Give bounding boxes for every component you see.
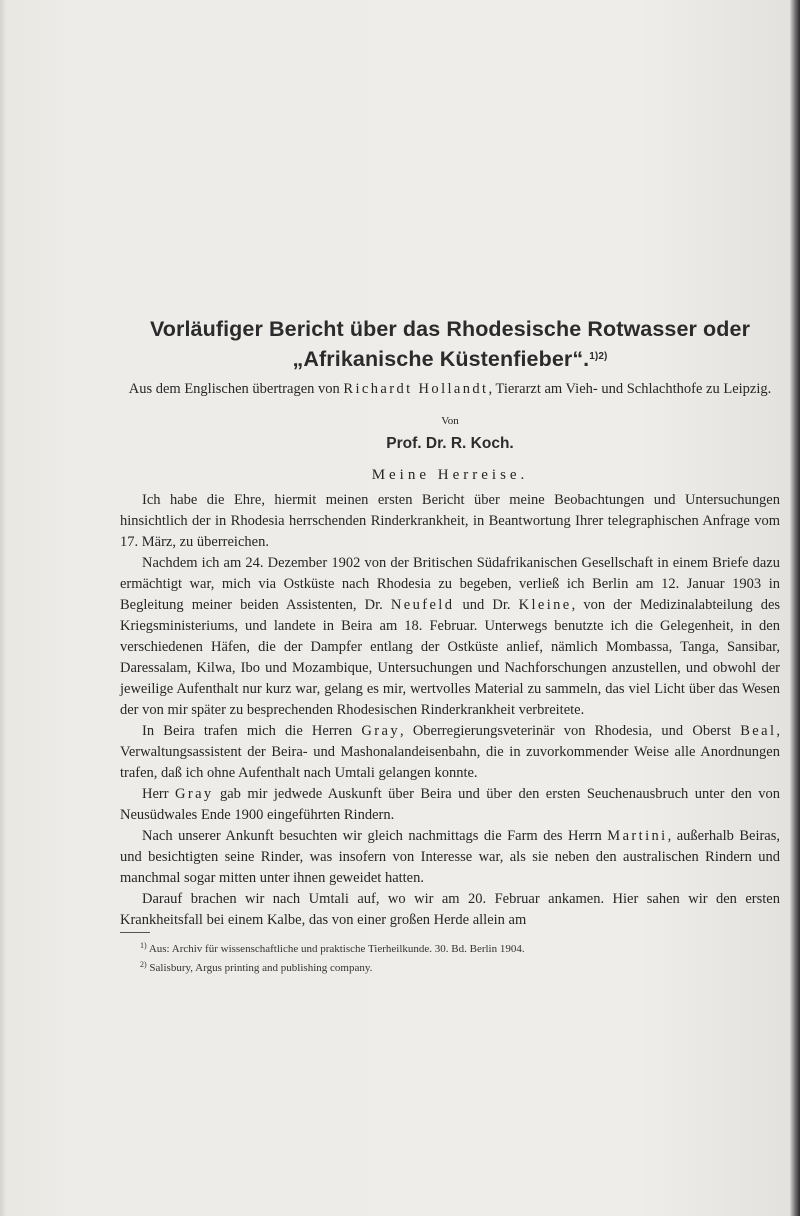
footnote (140, 957, 780, 976)
person-name: Martini (607, 828, 668, 844)
paragraph: Darauf brachen wir nach Umtali auf, wo wir am 20. Februar ankamen. Hier sahen wir den ersten Krankheitsfall bei einem Kalbe, das von einer großen Herde allein am (120, 891, 780, 928)
paragraph (120, 826, 780, 889)
translation-note-post: , Tierarzt am Vieh- und Schlachthofe zu Leipzig. (488, 381, 772, 397)
title-line-2: „Afrikanische Küstenfieber“. (292, 347, 590, 371)
paragraph-text: und Dr. (462, 597, 511, 613)
paragraph (120, 784, 780, 826)
title-footnote-marks: 1)2) (589, 351, 608, 362)
footnote-text: Salisbury, Argus printing and publishing company. (149, 962, 373, 974)
page-edge-shadow (790, 0, 800, 1216)
paragraph (120, 721, 780, 784)
author-name: Prof. Dr. R. Koch. (386, 435, 514, 452)
footnote-text: Aus: Archiv für wissenschaftliche und praktische Tierheilkunde. 30. Bd. Berlin 1904. (148, 943, 525, 955)
paragraph-text: Nachdem ich am 24. Dezember 1902 von der Britischen Südafrikanischen Gesellschaft in einem Briefe dazu ermächtigt war, mich via Ostküste nach Rhodesia zu begeben, verließ ich Berlin am 12. Januar 1903 in Begleitung meiner beiden Assistenten, Dr. (120, 555, 780, 613)
article-title (120, 316, 780, 373)
footnote-mark: 1) (140, 941, 147, 950)
paragraph (120, 553, 780, 721)
paragraph-text: , Verwaltungsassistent der Beira- und Mashonalandeisenbahn, die in zuvorkommender Weise alle Anordnungen trafen, daß ich ohne Aufenthalt nach Umtali gelangen konnte. (120, 723, 781, 781)
translator-name: Richardt Hollandt (343, 381, 489, 397)
person-name: Gray (361, 723, 400, 739)
translation-note-pre: Aus dem Englischen übertragen von (128, 381, 340, 397)
paragraph-text: Nach unserer Ankunft besuchten wir gleich nachmittags die Farm des Herrn (142, 828, 602, 844)
article (120, 316, 780, 976)
person-name: Beal (740, 723, 777, 739)
title-line-1: Vorläufiger Bericht über das Rhodesische Rotwasser oder (149, 317, 751, 341)
paragraph-text: , außerhalb Beiras, und besichtigten seine Rinder, was insofern von Interesse war, als sie neben den australischen Rindern und manchmal sogar mitten unter ihnen geweidet hatten. (120, 828, 781, 886)
translation-note (120, 379, 780, 400)
page-left-shadow (0, 0, 6, 1216)
section-heading: Meine Herreise. (371, 467, 529, 483)
footnote-divider (120, 932, 150, 933)
paragraph-text: Herr (142, 786, 169, 802)
person-name: Neufeld (390, 597, 455, 613)
paragraph: Ich habe die Ehre, hiermit meinen ersten Bericht über meine Beobachtungen und Untersuchungen hinsichtlich der in Rhodesia herrschenden Rinderkrankheit, in Beantwortung Ihrer telegraphischen Anfrage vom 17. März, zu überreichen. (120, 492, 780, 550)
paragraph-text: , Oberregierungsveterinär von Rhodesia, und Oberst (400, 723, 732, 739)
byline-von: Von (441, 415, 459, 427)
footnote-mark: 2) (140, 960, 147, 969)
paragraph-text: , von der Medizinalabteilung des Kriegsministeriums, und landete in Beira am 18. Februar. Unterwegs benutzte ich die Gelegenheit, in den verschiedenen Häfen, die der Dampfer entlang der Ostküste anlief, nämlich Mombassa, Tanga, Sansibar, Daressalam, Kilwa, Ibo und Mozambique, Untersuchungen und Nachforschungen anzustellen, und obwohl der jeweilige Aufenthalt nur kurz war, gelang es mir, wertvolles Material zu sammeln, das viel Licht über das Wesen der von mir später zu besprechenden Rhodesischen Rinderkrankheit verbreitete. (120, 597, 781, 718)
person-name: Gray (174, 786, 214, 802)
person-name: Kleine (518, 597, 572, 613)
paragraph-text: gab mir jedwede Auskunft über Beira und über den ersten Seuchenausbruch unter den von Neusüdwales Ende 1900 eingeführten Rindern. (120, 786, 780, 823)
paragraph-text: In Beira trafen mich die Herren (142, 723, 353, 739)
footnote (140, 938, 780, 957)
